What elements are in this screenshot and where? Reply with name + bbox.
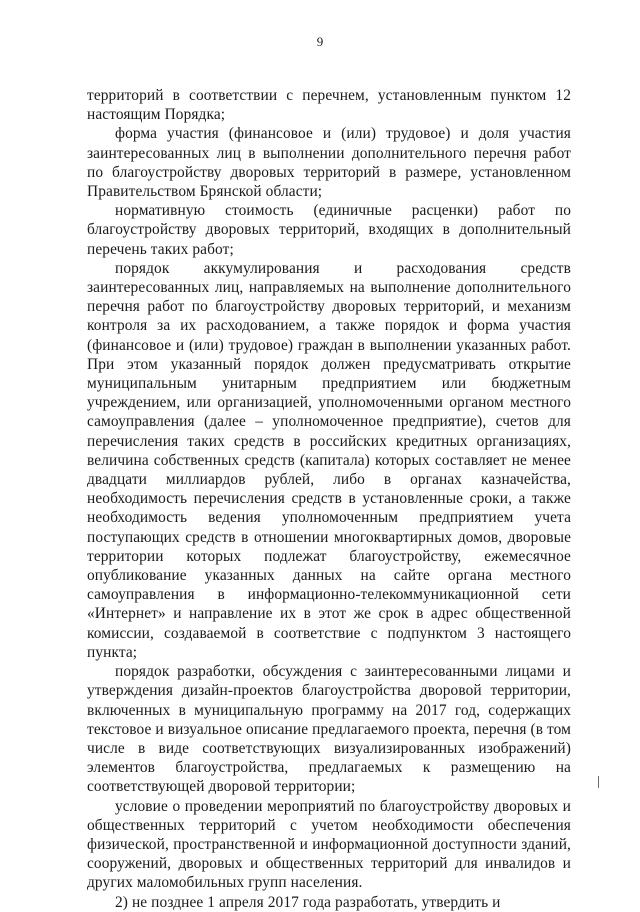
- paragraph-4: порядок аккумулирования и расходования средств заинтересованных лиц, направляемых на выполнение дополнительного перечня работ по благоустройству дворовых территорий, и механизм контроля за их расходованием, а также порядок и форма участия (финансовое и (или) трудовое) граждан в выполнении указанных работ. При этом указанный порядок должен предусматривать открытие муниципальным унитарным предприятием или бюджетным учреждением, или организацией, уполномоченными органом местного самоуправления (далее – уполномоченное предприятие), счетов для перечисления таких средств в российских кредитных организациях, величина собственных средств (капитала) которых составляет не менее двадцати миллиардов рублей, либо в органах казначейства, необходимость перечисления средств в установленные сроки, а также необходимость ведения уполномоченным предприятием учета поступающих средств в отношении многоквартирных домов, дворовые территории которых подлежат благоустройству, ежемесячное опубликование указанных данных на сайте органа местного самоуправления в информационно-телекоммуникационной сети «Интернет» и направление их в этот же срок в адрес общественной комиссии, создаваемой в соответствие с подпунктом 3 настоящего пункта;: [87, 259, 571, 661]
- paragraph-3: нормативную стоимость (единичные расценки) работ по благоустройству дворовых территорий, входящих в дополнительный перечень таких работ;: [87, 202, 571, 258]
- paragraph-6: условие о проведении мероприятий по благоустройству дворовых и общественных территорий с учетом необходимости обеспечения физической, пространственной и информационной доступности зданий, сооружений, дворовых и общественных территорий для инвалидов и других маломобильных групп населения.: [87, 797, 571, 892]
- paragraph-1: территорий в соответствии с перечнем, установленным пунктом 12 настоящим Порядка;: [87, 87, 571, 124]
- document-body: [87, 86, 571, 912]
- paragraph-2: форма участия (финансовое и (или) трудовое) и доля участия заинтересованных лиц в выполнении дополнительного перечня работ по благоустройству дворовых территорий в размере, установленном Правительством Брянской области;: [87, 125, 571, 201]
- margin-mark: [598, 776, 599, 788]
- page-number: 9: [316, 34, 324, 49]
- paragraph-5: порядок разработки, обсуждения с заинтересованными лицами и утверждения дизайн-проектов благоустройства дворовой территории, включенных в муниципальную программу на 2017 год, содержащих текстовое и визуальное описание предлагаемого проекта, перечня (в том числе в виде соответствующих визуализированных изображений) элементов благоустройства, предлагаемых к размещению на соответствующей дворовой территории;: [87, 663, 571, 796]
- paragraph-7: 2) не позднее 1 апреля 2017 года разработать, утвердить и: [115, 893, 501, 911]
